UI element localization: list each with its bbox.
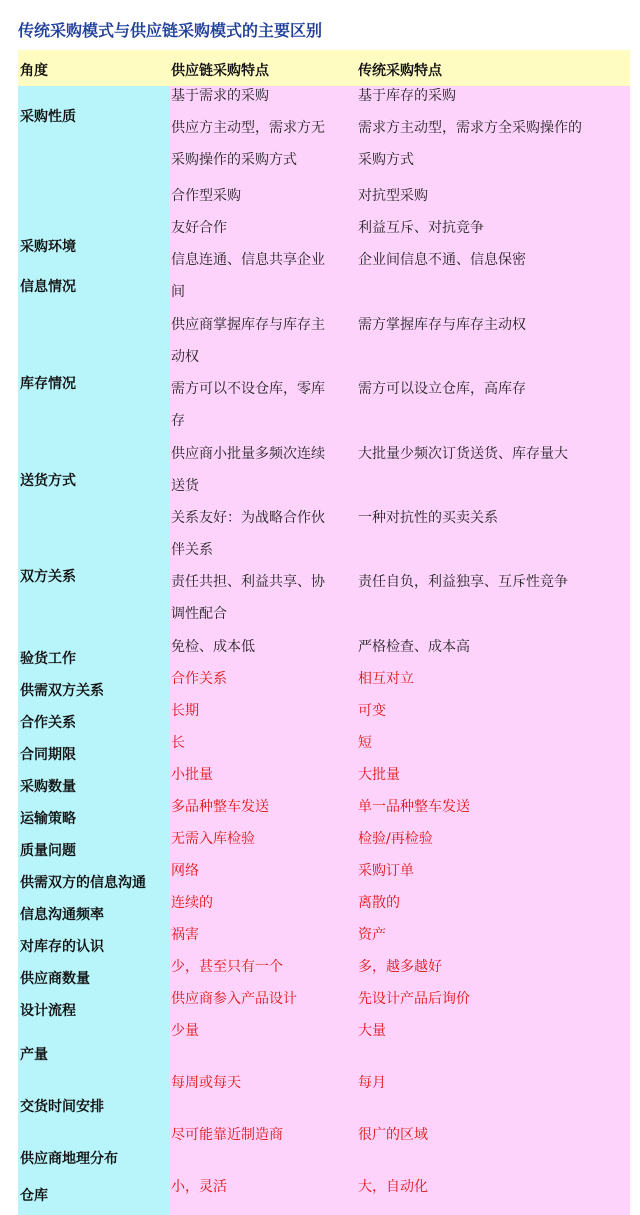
supply-chain-cell xyxy=(171,1171,351,1203)
cell-line: 送货 xyxy=(171,478,199,494)
cell-line: 企业间信息不通、信息保密 xyxy=(358,252,526,268)
traditional-cell xyxy=(358,309,628,405)
supply-chain-cell xyxy=(171,791,351,823)
cell-line: 多品种整车发送 xyxy=(171,799,269,815)
cell-line: 合作型采购 xyxy=(171,188,241,204)
supply-chain-cell xyxy=(171,855,351,887)
comparison-table xyxy=(18,50,630,1215)
traditional-cell xyxy=(358,727,628,759)
supply-chain-cell xyxy=(171,244,351,308)
cell-line: 每周或每天 xyxy=(171,1075,241,1091)
row-label: 合同期限 xyxy=(20,747,76,763)
row-label: 供需双方的信息沟通 xyxy=(20,875,146,891)
cell-line: 需方可以不设仓库，零库 xyxy=(171,381,325,397)
cell-line: 关系友好：为战略合作伙 xyxy=(171,510,325,526)
row-label: 设计流程 xyxy=(20,1003,76,1019)
cell-line: 长 xyxy=(171,735,185,751)
header-supply-chain: 供应链采购特点 xyxy=(171,63,269,79)
row-label: 采购数量 xyxy=(20,779,76,795)
cell-line: 供应商参入产品设计 xyxy=(171,991,297,1007)
supply-chain-cell xyxy=(171,663,351,695)
supply-chain-cell xyxy=(171,1067,351,1099)
row-label: 质量问题 xyxy=(20,843,76,859)
traditional-cell xyxy=(358,1119,628,1151)
traditional-cell xyxy=(358,80,628,176)
traditional-cell xyxy=(358,502,628,598)
cell-line: 采购方式 xyxy=(358,152,414,168)
cell-line: 大批量少频次订货送货、库存量大 xyxy=(358,446,568,462)
cell-line: 祸害 xyxy=(171,927,199,943)
cell-line: 采购订单 xyxy=(358,863,414,879)
cell-line: 大批量 xyxy=(358,767,400,783)
row-label: 库存情况 xyxy=(20,376,76,392)
supply-chain-cell xyxy=(171,727,351,759)
header-traditional: 传统采购特点 xyxy=(358,63,442,79)
cell-line: 每月 xyxy=(358,1075,386,1091)
supply-chain-cell xyxy=(171,80,351,176)
supply-chain-cell xyxy=(171,631,351,663)
cell-line: 可变 xyxy=(358,703,386,719)
row-label: 供应商地理分布 xyxy=(20,1151,118,1167)
cell-line: 小批量 xyxy=(171,767,213,783)
traditional-cell xyxy=(358,759,628,791)
cell-line: 严格检查、成本高 xyxy=(358,639,470,655)
supply-chain-cell xyxy=(171,502,351,630)
traditional-cell xyxy=(358,1067,628,1099)
cell-line: 连续的 xyxy=(171,895,213,911)
supply-chain-cell xyxy=(171,983,351,1015)
traditional-cell xyxy=(358,919,628,951)
row-label: 仓库 xyxy=(20,1188,48,1204)
row-label: 产量 xyxy=(20,1047,48,1063)
cell-line: 供应商掌握库存与库存主 xyxy=(171,317,325,333)
supply-chain-cell xyxy=(171,951,351,983)
traditional-cell xyxy=(358,1171,628,1203)
row-label: 采购环境 xyxy=(20,239,76,255)
cell-line: 供应方主动型，需求方无 xyxy=(171,120,325,136)
supply-chain-cell xyxy=(171,759,351,791)
cell-line: 基于需求的采购 xyxy=(171,88,269,104)
cell-line xyxy=(358,341,628,373)
row-label: 验货工作 xyxy=(20,651,76,667)
cell-line: 免检、成本低 xyxy=(171,639,255,655)
traditional-cell xyxy=(358,244,628,276)
traditional-cell xyxy=(358,887,628,919)
traditional-cell xyxy=(358,983,628,1015)
cell-line: 需方掌握库存与库存主动权 xyxy=(358,317,526,333)
page-title: 传统采购模式与供应链采购模式的主要区别 xyxy=(18,21,323,40)
cell-line: 资产 xyxy=(358,927,386,943)
traditional-cell xyxy=(358,855,628,887)
row-label: 送货方式 xyxy=(20,473,76,489)
supply-chain-cell xyxy=(171,1015,351,1047)
cell-line: 单一品种整车发送 xyxy=(358,799,470,815)
traditional-cell xyxy=(358,438,628,470)
row-label: 合作关系 xyxy=(20,715,76,731)
supply-chain-cell xyxy=(171,180,351,244)
cell-line: 责任自负，利益独享、互斥性竞争 xyxy=(358,574,568,590)
row-label: 信息沟通频率 xyxy=(20,907,104,923)
row-label: 双方关系 xyxy=(20,569,76,585)
cell-line: 友好合作 xyxy=(171,220,227,236)
traditional-cell xyxy=(358,631,628,663)
header-angle: 角度 xyxy=(20,63,48,79)
cell-line: 责任共担、利益共享、协 xyxy=(171,574,325,590)
cell-line: 需求方主动型，需求方全采购操作的 xyxy=(358,120,582,136)
cell-line: 尽可能靠近制造商 xyxy=(171,1127,283,1143)
cell-line: 少，甚至只有一个 xyxy=(171,959,283,975)
cell-line xyxy=(358,534,628,566)
cell-line: 合作关系 xyxy=(171,671,227,687)
cell-line: 伴关系 xyxy=(171,542,213,558)
row-label: 采购性质 xyxy=(20,109,76,125)
cell-line: 利益互斥、对抗竞争 xyxy=(358,220,484,236)
cell-line: 大，自动化 xyxy=(358,1179,428,1195)
traditional-cell xyxy=(358,663,628,695)
supply-chain-cell xyxy=(171,919,351,951)
cell-line: 无需入库检验 xyxy=(171,831,255,847)
cell-line: 小，灵活 xyxy=(171,1179,227,1195)
cell-line: 很广的区域 xyxy=(358,1127,428,1143)
cell-line: 一种对抗性的买卖关系 xyxy=(358,510,498,526)
cell-line: 长期 xyxy=(171,703,199,719)
row-label: 信息情况 xyxy=(20,279,76,295)
traditional-cell xyxy=(358,951,628,983)
traditional-cell xyxy=(358,695,628,727)
cell-line: 大量 xyxy=(358,1023,386,1039)
traditional-cell xyxy=(358,823,628,855)
supply-chain-cell xyxy=(171,438,351,502)
cell-line: 供应商小批量多频次连续 xyxy=(171,446,325,462)
cell-line: 少量 xyxy=(171,1023,199,1039)
cell-line: 需方可以设立仓库，高库存 xyxy=(358,381,526,397)
cell-line: 对抗型采购 xyxy=(358,188,428,204)
supply-chain-cell xyxy=(171,823,351,855)
cell-line: 调性配合 xyxy=(171,606,227,622)
row-label: 供应商数量 xyxy=(20,971,90,987)
traditional-cell xyxy=(358,791,628,823)
supply-chain-cell xyxy=(171,695,351,727)
cell-line: 相互对立 xyxy=(358,671,414,687)
cell-line: 动权 xyxy=(171,349,199,365)
cell-line: 基于库存的采购 xyxy=(358,88,456,104)
cell-line: 检验/再检验 xyxy=(358,831,433,847)
cell-line: 先设计产品后询价 xyxy=(358,991,470,1007)
cell-line: 信息连通、信息共享企业 xyxy=(171,252,325,268)
row-label: 供需双方关系 xyxy=(20,683,104,699)
cell-line: 间 xyxy=(171,284,185,300)
supply-chain-cell xyxy=(171,1119,351,1151)
cell-line: 存 xyxy=(171,413,185,429)
cell-line: 采购操作的采购方式 xyxy=(171,152,297,168)
row-label: 交货时间安排 xyxy=(20,1099,104,1115)
row-label: 运输策略 xyxy=(20,811,76,827)
cell-line: 网络 xyxy=(171,863,199,879)
cell-line: 离散的 xyxy=(358,895,400,911)
traditional-cell xyxy=(358,1015,628,1047)
supply-chain-cell xyxy=(171,309,351,437)
traditional-cell xyxy=(358,180,628,244)
supply-chain-cell xyxy=(171,887,351,919)
cell-line: 短 xyxy=(358,735,372,751)
row-label: 对库存的认识 xyxy=(20,939,104,955)
cell-line: 多，越多越好 xyxy=(358,959,442,975)
